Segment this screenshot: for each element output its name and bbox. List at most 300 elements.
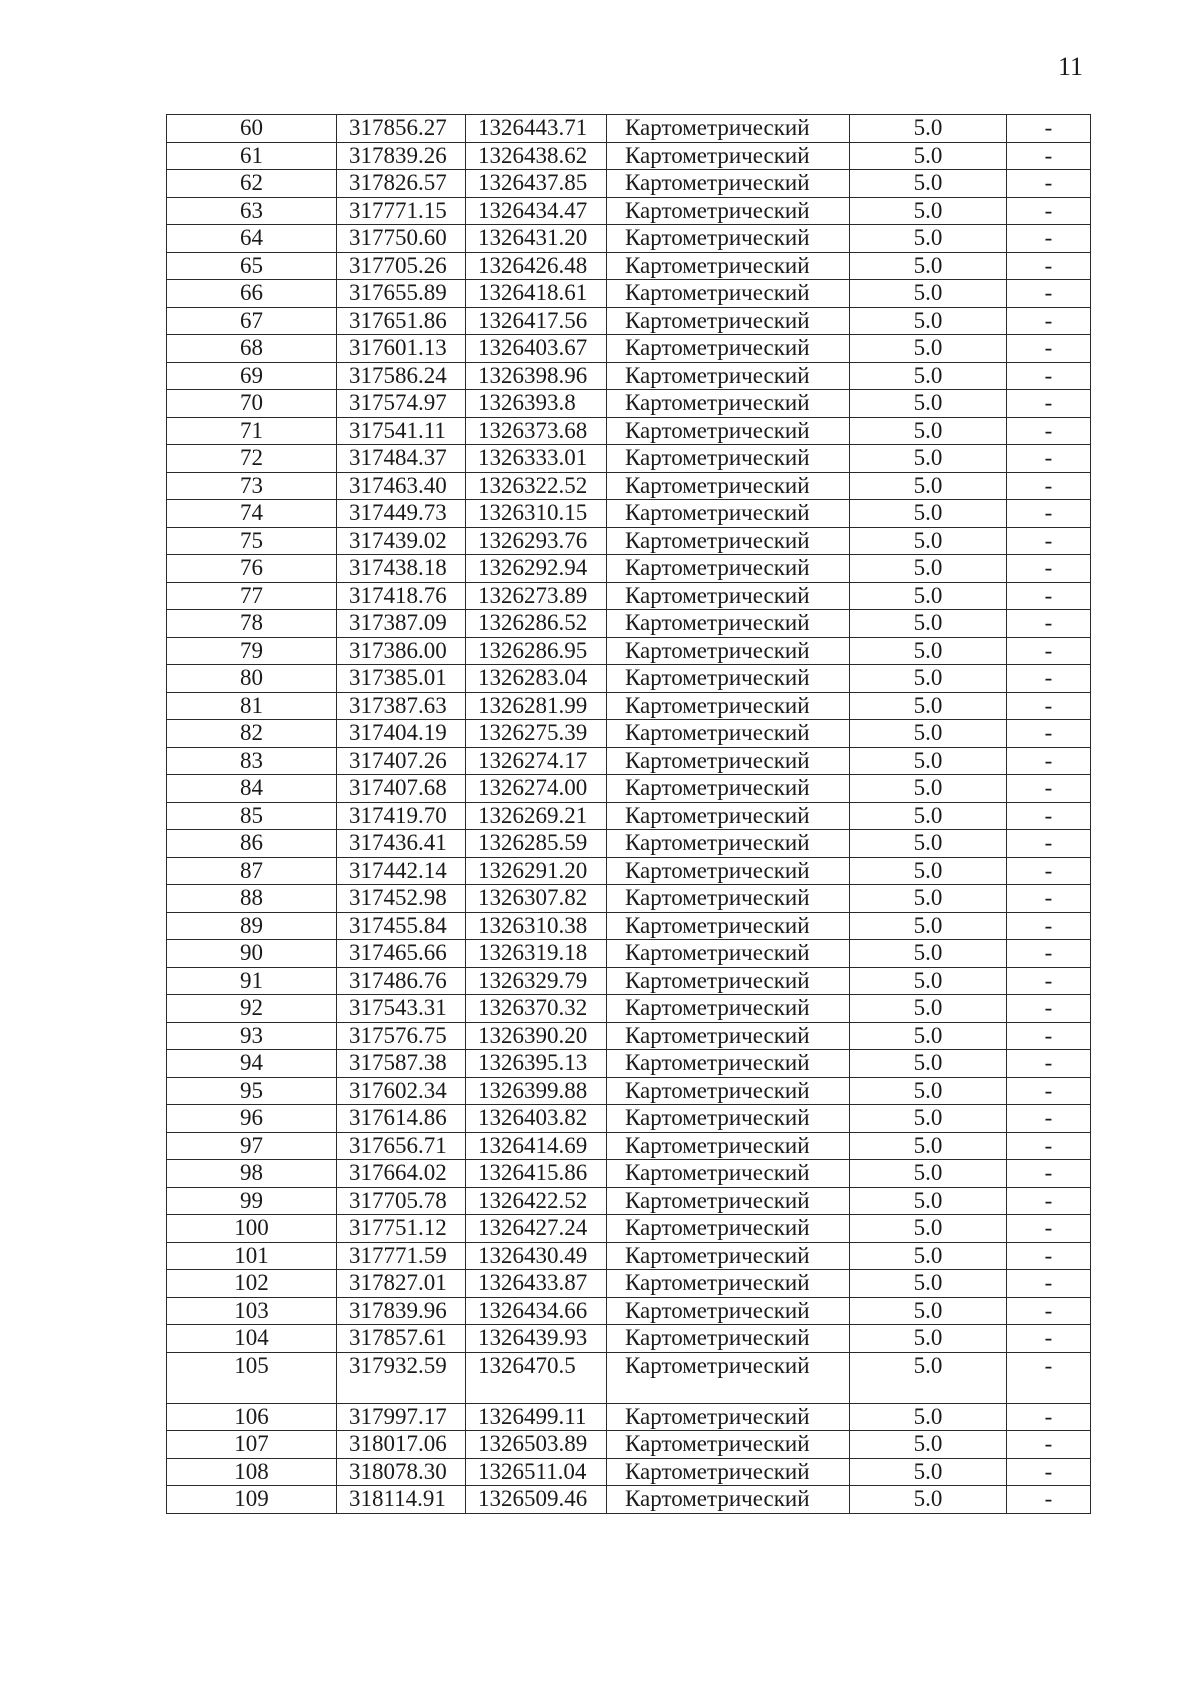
table-row — [167, 1352, 1091, 1403]
accuracy-cell: 5.0 — [850, 335, 1007, 363]
accuracy-cell: 5.0 — [850, 1431, 1007, 1459]
point-number-cell: 90 — [167, 940, 337, 968]
y-coordinate-cell: 1326273.89 — [466, 582, 607, 610]
x-coordinate-cell: 317655.89 — [337, 280, 466, 308]
y-coordinate-cell: 1326443.71 — [466, 115, 607, 143]
note-cell: - — [1007, 967, 1091, 995]
point-number-cell: 92 — [167, 995, 337, 1023]
x-coordinate-cell: 317602.34 — [337, 1077, 466, 1105]
x-coordinate-cell: 317601.13 — [337, 335, 466, 363]
point-number-cell: 99 — [167, 1187, 337, 1215]
x-coordinate-cell: 317442.14 — [337, 857, 466, 885]
method-cell: Картометрический — [607, 720, 850, 748]
point-number-cell: 82 — [167, 720, 337, 748]
accuracy-cell: 5.0 — [850, 857, 1007, 885]
accuracy-cell: 5.0 — [850, 1105, 1007, 1133]
table-row — [167, 1270, 1091, 1298]
note-cell: - — [1007, 1486, 1091, 1514]
note-cell: - — [1007, 1077, 1091, 1105]
note-cell: - — [1007, 885, 1091, 913]
x-coordinate-cell: 317827.01 — [337, 1270, 466, 1298]
x-coordinate-cell: 317541.11 — [337, 417, 466, 445]
point-number-cell: 94 — [167, 1050, 337, 1078]
note-cell: - — [1007, 252, 1091, 280]
point-number-cell: 104 — [167, 1325, 337, 1353]
x-coordinate-cell: 317543.31 — [337, 995, 466, 1023]
point-number-cell: 95 — [167, 1077, 337, 1105]
method-cell: Картометрический — [607, 857, 850, 885]
x-coordinate-cell: 317826.57 — [337, 170, 466, 198]
point-number-cell: 71 — [167, 417, 337, 445]
x-coordinate-cell: 317407.68 — [337, 775, 466, 803]
x-coordinate-cell: 317751.12 — [337, 1215, 466, 1243]
method-cell: Картометрический — [607, 967, 850, 995]
accuracy-cell: 5.0 — [850, 967, 1007, 995]
x-coordinate-cell: 317455.84 — [337, 912, 466, 940]
x-coordinate-cell: 317419.70 — [337, 802, 466, 830]
y-coordinate-cell: 1326470.5 — [466, 1352, 607, 1403]
accuracy-cell: 5.0 — [850, 445, 1007, 473]
x-coordinate-cell: 317839.96 — [337, 1297, 466, 1325]
note-cell: - — [1007, 225, 1091, 253]
table-row — [167, 802, 1091, 830]
method-cell: Картометрический — [607, 1297, 850, 1325]
point-number-cell: 87 — [167, 857, 337, 885]
x-coordinate-cell: 317465.66 — [337, 940, 466, 968]
x-coordinate-cell: 317705.26 — [337, 252, 466, 280]
note-cell: - — [1007, 390, 1091, 418]
method-cell: Картометрический — [607, 692, 850, 720]
method-cell: Картометрический — [607, 445, 850, 473]
x-coordinate-cell: 318114.91 — [337, 1486, 466, 1514]
method-cell: Картометрический — [607, 252, 850, 280]
table-row — [167, 582, 1091, 610]
method-cell: Картометрический — [607, 335, 850, 363]
note-cell: - — [1007, 1431, 1091, 1459]
method-cell: Картометрический — [607, 1270, 850, 1298]
method-cell: Картометрический — [607, 1403, 850, 1431]
point-number-cell: 107 — [167, 1431, 337, 1459]
method-cell: Картометрический — [607, 1022, 850, 1050]
accuracy-cell: 5.0 — [850, 1270, 1007, 1298]
y-coordinate-cell: 1326310.38 — [466, 912, 607, 940]
method-cell: Картометрический — [607, 1431, 850, 1459]
method-cell: Картометрический — [607, 1160, 850, 1188]
x-coordinate-cell: 318078.30 — [337, 1458, 466, 1486]
y-coordinate-cell: 1326329.79 — [466, 967, 607, 995]
note-cell: - — [1007, 1132, 1091, 1160]
y-coordinate-cell: 1326403.67 — [466, 335, 607, 363]
y-coordinate-cell: 1326422.52 — [466, 1187, 607, 1215]
table-row — [167, 720, 1091, 748]
x-coordinate-cell: 317586.24 — [337, 362, 466, 390]
method-cell: Картометрический — [607, 197, 850, 225]
point-number-cell: 79 — [167, 637, 337, 665]
method-cell: Картометрический — [607, 1325, 850, 1353]
y-coordinate-cell: 1326307.82 — [466, 885, 607, 913]
y-coordinate-cell: 1326281.99 — [466, 692, 607, 720]
note-cell: - — [1007, 142, 1091, 170]
y-coordinate-cell: 1326427.24 — [466, 1215, 607, 1243]
point-number-cell: 93 — [167, 1022, 337, 1050]
table-row — [167, 1187, 1091, 1215]
note-cell: - — [1007, 802, 1091, 830]
table-row — [167, 1105, 1091, 1133]
y-coordinate-cell: 1326499.11 — [466, 1403, 607, 1431]
point-number-cell: 89 — [167, 912, 337, 940]
table-row — [167, 610, 1091, 638]
point-number-cell: 98 — [167, 1160, 337, 1188]
method-cell: Картометрический — [607, 417, 850, 445]
accuracy-cell: 5.0 — [850, 252, 1007, 280]
note-cell: - — [1007, 912, 1091, 940]
accuracy-cell: 5.0 — [850, 885, 1007, 913]
x-coordinate-cell: 317407.26 — [337, 747, 466, 775]
note-cell: - — [1007, 692, 1091, 720]
note-cell: - — [1007, 1270, 1091, 1298]
table-row — [167, 170, 1091, 198]
accuracy-cell: 5.0 — [850, 1050, 1007, 1078]
accuracy-cell: 5.0 — [850, 610, 1007, 638]
method-cell: Картометрический — [607, 1458, 850, 1486]
table-row — [167, 940, 1091, 968]
y-coordinate-cell: 1326503.89 — [466, 1431, 607, 1459]
table-row — [167, 665, 1091, 693]
x-coordinate-cell: 317436.41 — [337, 830, 466, 858]
accuracy-cell: 5.0 — [850, 1215, 1007, 1243]
accuracy-cell: 5.0 — [850, 390, 1007, 418]
method-cell: Картометрический — [607, 362, 850, 390]
table-row — [167, 1215, 1091, 1243]
note-cell: - — [1007, 940, 1091, 968]
method-cell: Картометрический — [607, 582, 850, 610]
table-row — [167, 445, 1091, 473]
accuracy-cell: 5.0 — [850, 417, 1007, 445]
table-row — [167, 1403, 1091, 1431]
coordinates-table-body — [167, 115, 1091, 1514]
point-number-cell: 83 — [167, 747, 337, 775]
point-number-cell: 62 — [167, 170, 337, 198]
point-number-cell: 65 — [167, 252, 337, 280]
method-cell: Картометрический — [607, 665, 850, 693]
method-cell: Картометрический — [607, 280, 850, 308]
method-cell: Картометрический — [607, 885, 850, 913]
y-coordinate-cell: 1326439.93 — [466, 1325, 607, 1353]
note-cell: - — [1007, 472, 1091, 500]
accuracy-cell: 5.0 — [850, 1160, 1007, 1188]
y-coordinate-cell: 1326285.59 — [466, 830, 607, 858]
y-coordinate-cell: 1326333.01 — [466, 445, 607, 473]
x-coordinate-cell: 317750.60 — [337, 225, 466, 253]
table-row — [167, 1458, 1091, 1486]
point-number-cell: 96 — [167, 1105, 337, 1133]
table-row — [167, 280, 1091, 308]
y-coordinate-cell: 1326509.46 — [466, 1486, 607, 1514]
note-cell: - — [1007, 747, 1091, 775]
accuracy-cell: 5.0 — [850, 1297, 1007, 1325]
accuracy-cell: 5.0 — [850, 1187, 1007, 1215]
accuracy-cell: 5.0 — [850, 912, 1007, 940]
accuracy-cell: 5.0 — [850, 115, 1007, 143]
method-cell: Картометрический — [607, 555, 850, 583]
point-number-cell: 72 — [167, 445, 337, 473]
method-cell: Картометрический — [607, 1187, 850, 1215]
y-coordinate-cell: 1326395.13 — [466, 1050, 607, 1078]
accuracy-cell: 5.0 — [850, 940, 1007, 968]
table-row — [167, 225, 1091, 253]
method-cell: Картометрический — [607, 225, 850, 253]
y-coordinate-cell: 1326430.49 — [466, 1242, 607, 1270]
accuracy-cell: 5.0 — [850, 665, 1007, 693]
y-coordinate-cell: 1326434.47 — [466, 197, 607, 225]
note-cell: - — [1007, 445, 1091, 473]
method-cell: Картометрический — [607, 1242, 850, 1270]
method-cell: Картометрический — [607, 142, 850, 170]
note-cell: - — [1007, 1325, 1091, 1353]
note-cell: - — [1007, 1352, 1091, 1403]
point-number-cell: 88 — [167, 885, 337, 913]
method-cell: Картометрический — [607, 1215, 850, 1243]
table-row — [167, 1050, 1091, 1078]
note-cell: - — [1007, 307, 1091, 335]
method-cell: Картометрический — [607, 637, 850, 665]
method-cell: Картометрический — [607, 1105, 850, 1133]
point-number-cell: 64 — [167, 225, 337, 253]
accuracy-cell: 5.0 — [850, 1022, 1007, 1050]
table-row — [167, 775, 1091, 803]
point-number-cell: 103 — [167, 1297, 337, 1325]
point-number-cell: 68 — [167, 335, 337, 363]
accuracy-cell: 5.0 — [850, 280, 1007, 308]
accuracy-cell: 5.0 — [850, 720, 1007, 748]
table-row — [167, 335, 1091, 363]
method-cell: Картометрический — [607, 500, 850, 528]
note-cell: - — [1007, 527, 1091, 555]
x-coordinate-cell: 317438.18 — [337, 555, 466, 583]
y-coordinate-cell: 1326417.56 — [466, 307, 607, 335]
x-coordinate-cell: 317385.01 — [337, 665, 466, 693]
method-cell: Картометрический — [607, 1352, 850, 1403]
note-cell: - — [1007, 115, 1091, 143]
x-coordinate-cell: 318017.06 — [337, 1431, 466, 1459]
method-cell: Картометрический — [607, 1077, 850, 1105]
y-coordinate-cell: 1326291.20 — [466, 857, 607, 885]
x-coordinate-cell: 317839.26 — [337, 142, 466, 170]
table-row — [167, 912, 1091, 940]
x-coordinate-cell: 317932.59 — [337, 1352, 466, 1403]
accuracy-cell: 5.0 — [850, 197, 1007, 225]
method-cell: Картометрический — [607, 802, 850, 830]
x-coordinate-cell: 317486.76 — [337, 967, 466, 995]
table-row — [167, 307, 1091, 335]
y-coordinate-cell: 1326415.86 — [466, 1160, 607, 1188]
method-cell: Картометрический — [607, 775, 850, 803]
accuracy-cell: 5.0 — [850, 1325, 1007, 1353]
note-cell: - — [1007, 1458, 1091, 1486]
point-number-cell: 84 — [167, 775, 337, 803]
point-number-cell: 77 — [167, 582, 337, 610]
point-number-cell: 81 — [167, 692, 337, 720]
coordinates-table — [166, 114, 1091, 1514]
table-row — [167, 1486, 1091, 1514]
accuracy-cell: 5.0 — [850, 995, 1007, 1023]
method-cell: Картометрический — [607, 527, 850, 555]
table-row — [167, 115, 1091, 143]
note-cell: - — [1007, 582, 1091, 610]
note-cell: - — [1007, 1297, 1091, 1325]
y-coordinate-cell: 1326292.94 — [466, 555, 607, 583]
accuracy-cell: 5.0 — [850, 637, 1007, 665]
point-number-cell: 85 — [167, 802, 337, 830]
point-number-cell: 66 — [167, 280, 337, 308]
table-row — [167, 197, 1091, 225]
note-cell: - — [1007, 1105, 1091, 1133]
x-coordinate-cell: 317449.73 — [337, 500, 466, 528]
y-coordinate-cell: 1326286.95 — [466, 637, 607, 665]
note-cell: - — [1007, 1022, 1091, 1050]
point-number-cell: 74 — [167, 500, 337, 528]
note-cell: - — [1007, 857, 1091, 885]
accuracy-cell: 5.0 — [850, 527, 1007, 555]
x-coordinate-cell: 317656.71 — [337, 1132, 466, 1160]
y-coordinate-cell: 1326437.85 — [466, 170, 607, 198]
accuracy-cell: 5.0 — [850, 1132, 1007, 1160]
accuracy-cell: 5.0 — [850, 1077, 1007, 1105]
method-cell: Картометрический — [607, 995, 850, 1023]
point-number-cell: 86 — [167, 830, 337, 858]
note-cell: - — [1007, 335, 1091, 363]
table-row — [167, 857, 1091, 885]
table-row — [167, 1022, 1091, 1050]
method-cell: Картометрический — [607, 1132, 850, 1160]
table-row — [167, 967, 1091, 995]
y-coordinate-cell: 1326414.69 — [466, 1132, 607, 1160]
y-coordinate-cell: 1326373.68 — [466, 417, 607, 445]
note-cell: - — [1007, 637, 1091, 665]
accuracy-cell: 5.0 — [850, 500, 1007, 528]
table-row — [167, 637, 1091, 665]
table-row — [167, 1297, 1091, 1325]
table-row — [167, 362, 1091, 390]
method-cell: Картометрический — [607, 115, 850, 143]
point-number-cell: 70 — [167, 390, 337, 418]
table-row — [167, 747, 1091, 775]
note-cell: - — [1007, 1403, 1091, 1431]
accuracy-cell: 5.0 — [850, 142, 1007, 170]
y-coordinate-cell: 1326511.04 — [466, 1458, 607, 1486]
accuracy-cell: 5.0 — [850, 747, 1007, 775]
note-cell: - — [1007, 1242, 1091, 1270]
table-row — [167, 995, 1091, 1023]
note-cell: - — [1007, 830, 1091, 858]
point-number-cell: 108 — [167, 1458, 337, 1486]
accuracy-cell: 5.0 — [850, 582, 1007, 610]
y-coordinate-cell: 1326275.39 — [466, 720, 607, 748]
table-row — [167, 830, 1091, 858]
y-coordinate-cell: 1326310.15 — [466, 500, 607, 528]
point-number-cell: 91 — [167, 967, 337, 995]
table-row — [167, 1431, 1091, 1459]
note-cell: - — [1007, 362, 1091, 390]
note-cell: - — [1007, 280, 1091, 308]
table-row — [167, 252, 1091, 280]
table-row — [167, 1077, 1091, 1105]
accuracy-cell: 5.0 — [850, 307, 1007, 335]
y-coordinate-cell: 1326418.61 — [466, 280, 607, 308]
x-coordinate-cell: 317484.37 — [337, 445, 466, 473]
table-row — [167, 417, 1091, 445]
table-row — [167, 885, 1091, 913]
table-row — [167, 1325, 1091, 1353]
x-coordinate-cell: 317386.00 — [337, 637, 466, 665]
point-number-cell: 76 — [167, 555, 337, 583]
x-coordinate-cell: 317387.63 — [337, 692, 466, 720]
point-number-cell: 106 — [167, 1403, 337, 1431]
note-cell: - — [1007, 555, 1091, 583]
note-cell: - — [1007, 1050, 1091, 1078]
note-cell: - — [1007, 197, 1091, 225]
point-number-cell: 102 — [167, 1270, 337, 1298]
point-number-cell: 69 — [167, 362, 337, 390]
point-number-cell: 75 — [167, 527, 337, 555]
x-coordinate-cell: 317574.97 — [337, 390, 466, 418]
note-cell: - — [1007, 1187, 1091, 1215]
method-cell: Картометрический — [607, 747, 850, 775]
x-coordinate-cell: 317651.86 — [337, 307, 466, 335]
x-coordinate-cell: 317418.76 — [337, 582, 466, 610]
y-coordinate-cell: 1326438.62 — [466, 142, 607, 170]
x-coordinate-cell: 317771.59 — [337, 1242, 466, 1270]
point-number-cell: 97 — [167, 1132, 337, 1160]
accuracy-cell: 5.0 — [850, 1403, 1007, 1431]
y-coordinate-cell: 1326322.52 — [466, 472, 607, 500]
y-coordinate-cell: 1326319.18 — [466, 940, 607, 968]
accuracy-cell: 5.0 — [850, 225, 1007, 253]
x-coordinate-cell: 317614.86 — [337, 1105, 466, 1133]
note-cell: - — [1007, 417, 1091, 445]
accuracy-cell: 5.0 — [850, 830, 1007, 858]
y-coordinate-cell: 1326434.66 — [466, 1297, 607, 1325]
x-coordinate-cell: 317705.78 — [337, 1187, 466, 1215]
y-coordinate-cell: 1326370.32 — [466, 995, 607, 1023]
note-cell: - — [1007, 720, 1091, 748]
x-coordinate-cell: 317576.75 — [337, 1022, 466, 1050]
x-coordinate-cell: 317587.38 — [337, 1050, 466, 1078]
method-cell: Картометрический — [607, 1486, 850, 1514]
point-number-cell: 67 — [167, 307, 337, 335]
y-coordinate-cell: 1326283.04 — [466, 665, 607, 693]
point-number-cell: 63 — [167, 197, 337, 225]
method-cell: Картометрический — [607, 390, 850, 418]
method-cell: Картометрический — [607, 472, 850, 500]
point-number-cell: 101 — [167, 1242, 337, 1270]
accuracy-cell: 5.0 — [850, 1352, 1007, 1403]
accuracy-cell: 5.0 — [850, 1458, 1007, 1486]
note-cell: - — [1007, 170, 1091, 198]
accuracy-cell: 5.0 — [850, 362, 1007, 390]
accuracy-cell: 5.0 — [850, 472, 1007, 500]
accuracy-cell: 5.0 — [850, 555, 1007, 583]
note-cell: - — [1007, 610, 1091, 638]
note-cell: - — [1007, 1160, 1091, 1188]
x-coordinate-cell: 317452.98 — [337, 885, 466, 913]
x-coordinate-cell: 317997.17 — [337, 1403, 466, 1431]
x-coordinate-cell: 317404.19 — [337, 720, 466, 748]
table-row — [167, 390, 1091, 418]
y-coordinate-cell: 1326274.00 — [466, 775, 607, 803]
point-number-cell: 60 — [167, 115, 337, 143]
accuracy-cell: 5.0 — [850, 692, 1007, 720]
